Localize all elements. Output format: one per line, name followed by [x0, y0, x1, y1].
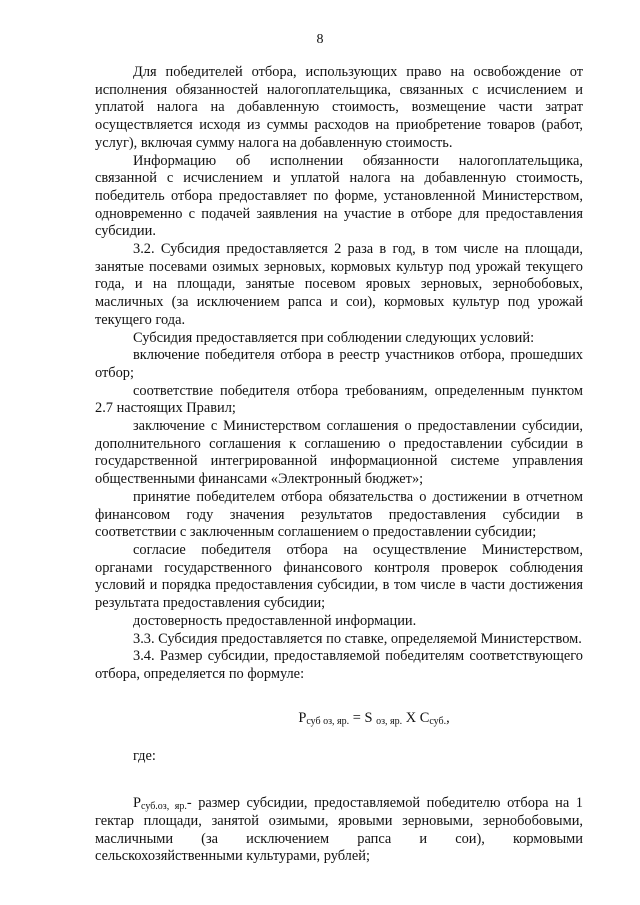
formula-multiply: X C [402, 709, 430, 726]
formula-lhs: P [298, 709, 307, 726]
page-number: 8 [316, 32, 324, 47]
paragraph-vat-exemption: Для победителей отбора, использующих право на освобождение от исполнения обязанностей налогоплательщика, связанных с исчислением и уплатой налога на добавленную стоимость, возмещение части затрат осуществляется исходя из суммы расходов на приобретение товаров (работ, услуг), включая сумму налога на добавленную стоимость. [95, 64, 583, 151]
condition-reliability: достоверность предоставленной информации. [133, 612, 417, 629]
condition-obligation: принятие победителем отбора обязательства о достижении в отчетном финансовом году значения результатов предоставления субсидии в соответствии с заключенным соглашением о предоставлении субсидии; [95, 488, 583, 541]
condition-requirements: соответствие победителя отбора требованиям, определенным пунктом 2.7 настоящих Правил; [95, 382, 583, 417]
paragraph-3-4: 3.4. Размер субсидии, предоставляемой победителям соответствующего отбора, определяется по формуле: [95, 648, 583, 682]
formula-tail: , [446, 709, 450, 726]
subsidy-formula [95, 708, 583, 728]
paragraph-vat-info: Информацию об исполнении обязанности налогоплательщика, связанной с исчислением и уплатой налога на добавленную стоимость, победитель отбора предоставляет по форме, установленной Министерством, одновременно с подачей заявления на участие в отборе для предоставления субсидии. [95, 152, 583, 240]
formula-s-subscript: оз, яр. [376, 715, 403, 727]
where-label: где: [133, 747, 156, 764]
document-body [95, 64, 583, 866]
definition-symbol: P [133, 795, 142, 812]
paragraph-conditions-intro: Субсидия предоставляется при соблюдении следующих условий: [133, 329, 535, 346]
definition-text: - размер субсидии, предоставляемой победителю отбора на 1 гектар площади, занятой озимыми, яровыми зерновыми, зернобобовыми, масличными (за исключением рапса и сои), кормовыми сельскохозяйственными культурами, рублей; [95, 795, 584, 865]
formula-lhs-subscript: суб оз, яр. [306, 715, 350, 727]
condition-registry: включение победителя отбора в реестр участников отбора, прошедших отбор; [95, 347, 583, 381]
formula-c-subscript: суб. [429, 715, 447, 727]
definition-subsidy-size [95, 795, 583, 866]
definition-subscript: суб.оз, яр. [141, 801, 187, 813]
paragraph-3-3: 3.3. Субсидия предоставляется по ставке, определяемой Министерством. [133, 630, 582, 647]
condition-agreement: заключение с Министерством соглашения о предоставлении субсидии, дополнительного соглашения к соглашению о предоставлении субсидии в государственной интегрированной информационной системе управления общественными финансами «Электронный бюджет»; [95, 418, 583, 488]
condition-consent: согласие победителя отбора на осуществление Министерством, органами государственного финансового контроля проверок соблюдения условий и порядка предоставления субсидии, в том числе в части достижения результата предоставления субсидии; [95, 541, 583, 612]
paragraph-3-2: 3.2. Субсидия предоставляется 2 раза в год, в том числе на площади, занятые посевами озимых зерновых, кормовых культур под урожай текущего года, и на площади, занятые посевом яровых зерновых, зернобобовых, масличных (за исключением рапса и сои), кормовых культур под урожай текущего года. [95, 241, 583, 328]
formula-equals: = S [349, 709, 377, 726]
